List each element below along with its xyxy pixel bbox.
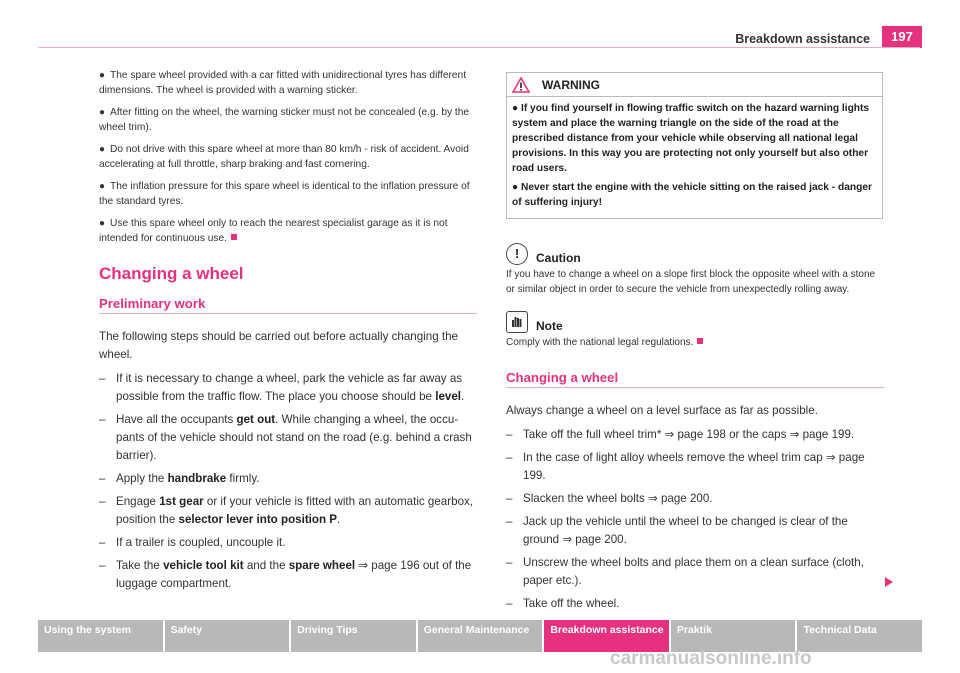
watermark: carmanualsonline.info xyxy=(610,648,812,669)
step-item: – Apply the handbrake firmly. xyxy=(99,472,260,485)
right-column xyxy=(506,72,884,618)
tab-general-maintenance[interactable]: General Maintenance xyxy=(418,620,543,652)
step-item: – Have all the occupants get out. While changing a wheel, the occu-pants of the vehicle should not stand on the road (e.g. behind a crash barrier). xyxy=(99,413,472,462)
step-item: – Jack up the vehicle until the wheel to be changed is clear of the ground ⇒ page 200. xyxy=(506,515,848,546)
tab-breakdown-assistance[interactable]: Breakdown assistance xyxy=(544,620,669,652)
bullet-item: ● Do not drive with this spare wheel at more than 80 km/h - risk of accident. Avoid accelerating at full throttle, sharp braking and fast cornering. xyxy=(99,144,469,170)
tab-technical-data[interactable]: Technical Data xyxy=(797,620,922,652)
section-end-icon xyxy=(697,338,703,344)
section-end-icon xyxy=(231,234,237,240)
tab-using-the-system[interactable]: Using the system xyxy=(38,620,163,652)
bullet-item: ● Use this spare wheel only to reach the nearest specialist garage as it is not intended for continuous use. xyxy=(99,218,448,244)
header-divider xyxy=(38,47,920,48)
page-header-title: Breakdown assistance xyxy=(735,32,870,46)
warning-triangle-icon xyxy=(512,77,530,93)
step-item: – Take off the wheel. xyxy=(506,597,620,610)
section-heading: Changing a wheel xyxy=(99,264,244,283)
step-item: – Slacken the wheel bolts ⇒ page 200. xyxy=(506,492,713,505)
warning-title: WARNING xyxy=(542,77,600,92)
caution-text: If you have to change a wheel on a slope first block the opposite wheel with a stone or similar object in order to secure the vehicle from unexpectedly rolling away. xyxy=(506,269,876,295)
step-item: – In the case of light alloy wheels remove the wheel trim cap ⇒ page 199. xyxy=(506,451,865,482)
caution-title: Caution xyxy=(536,251,581,265)
intro-text: Always change a wheel on a level surface as far as possible. xyxy=(506,404,818,417)
warning-body xyxy=(507,97,882,218)
note-text: Comply with the national legal regulations. xyxy=(506,335,884,350)
step-item: – If it is necessary to change a wheel, park the vehicle as far away as possible from the traffic flow. The place you choose should be level. xyxy=(99,372,465,403)
warning-item: ● If you find yourself in flowing traffic switch on the hazard warning lights system and place the warning triangle on the side of the road at the prescribed distance from your vehicle while observing all national legal provisions. In this way you are protecting not only yourself but also other road users. xyxy=(512,103,870,174)
bullet-item: ● After fitting on the wheel, the warning sticker must not be concealed (e.g. by the wheel trim). xyxy=(99,107,470,133)
tab-safety[interactable]: Safety xyxy=(165,620,290,652)
continue-arrow-icon xyxy=(885,577,893,587)
warning-item: ● Never start the engine with the vehicle sitting on the raised jack - danger of suffering injury! xyxy=(512,182,872,208)
warning-box xyxy=(506,72,883,219)
tab-praktik[interactable]: Praktik xyxy=(671,620,796,652)
warning-header xyxy=(507,73,882,97)
bullet-item: ● The inflation pressure for this spare wheel is identical to the inflation pressure of the standard tyres. xyxy=(99,181,470,207)
page-number: 197 xyxy=(882,26,922,48)
subsection-heading: Changing a wheel xyxy=(506,370,884,388)
caution-icon: ! xyxy=(506,243,528,265)
left-column xyxy=(99,68,477,598)
step-item: – Take the vehicle tool kit and the spare wheel ⇒ page 196 out of the luggage compartment. xyxy=(99,559,472,590)
step-item: – Engage 1st gear or if your vehicle is fitted with an automatic gearbox, position the selector lever into position P. xyxy=(99,495,474,526)
intro-text: The following steps should be carried out before actually changing the wheel. xyxy=(99,330,458,361)
caution-header xyxy=(506,243,884,265)
note-title: Note xyxy=(536,319,563,333)
tab-driving-tips[interactable]: Driving Tips xyxy=(291,620,416,652)
step-item: – Take off the full wheel trim* ⇒ page 198 or the caps ⇒ page 199. xyxy=(506,428,855,441)
bullet-item: ● The spare wheel provided with a car fitted with unidirectional tyres has different dimensions. The wheel is provided with a warning sticker. xyxy=(99,70,467,96)
step-item: – If a trailer is coupled, uncouple it. xyxy=(99,536,286,549)
note-hand-icon xyxy=(506,311,528,333)
step-item: – Unscrew the wheel bolts and place them on a clean surface (cloth, paper etc.). xyxy=(506,556,864,587)
note-header xyxy=(506,311,884,333)
subsection-heading: Preliminary work xyxy=(99,296,477,314)
